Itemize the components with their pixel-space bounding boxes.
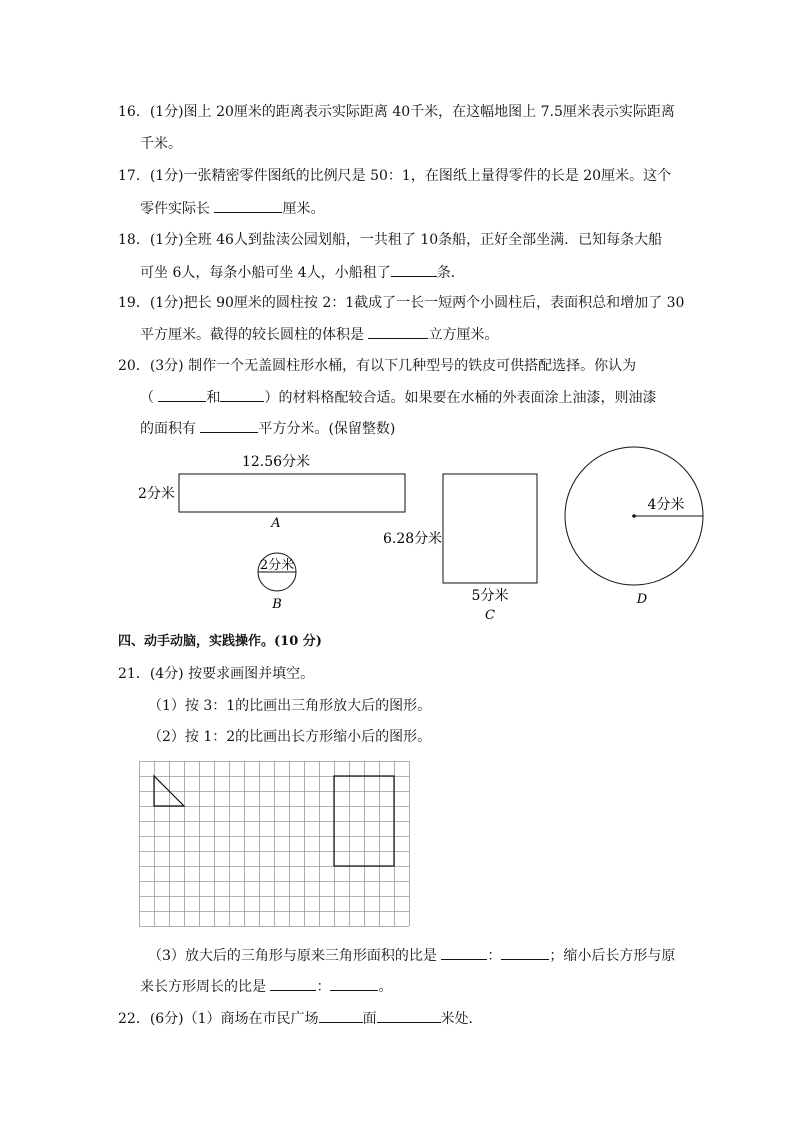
drawing-grid[interactable] — [139, 761, 411, 929]
q21-sub3b-colon: ： — [316, 979, 331, 995]
q16-line1: 16．(1分)图上 20厘米的距离表示实际距离 40千米，在这幅地图上 7.5厘米表示实际距离 — [118, 104, 675, 120]
fig-b-label: 2分米 — [259, 558, 295, 573]
fig-c-name: C — [485, 608, 495, 623]
fig-d-radius-label: 4分米 — [647, 497, 685, 513]
q21-sub3b-post: 。 — [378, 979, 393, 995]
q20-and: 和 — [206, 390, 221, 406]
q22-answer-blank-2[interactable] — [377, 1008, 441, 1023]
q20-text-rest: ）的材料格配较合适。如果要在水桶的外表面涂上油漆，则油漆 — [264, 390, 657, 406]
q17-line1: 17．(1分)一张精密零件图纸的比例尺是 50：1，在图纸上量得零件的长是 20厘米。这个 — [118, 168, 672, 184]
q21-sub3b-pre: 来长方形周长的比是 — [140, 979, 271, 995]
q20-paren-open: （ — [140, 390, 159, 406]
grid-rectangle — [334, 776, 394, 866]
q21-sub3 — [148, 945, 675, 966]
q19-text-pre: 平方厘米。截得的较长圆柱的体积是 — [140, 327, 369, 343]
q21-sub3b — [140, 976, 392, 997]
q21-sub2: （2）按 1：2的比画出长方形缩小后的图形。 — [148, 729, 432, 745]
q19-line1: 19．(1分)把长 90厘米的圆柱按 2：1截成了一长一短两个小圆柱后，表面积总和增加了 30 — [118, 295, 685, 311]
section-4-heading: 四、动手动脑，实践操作。(10 分) — [118, 634, 322, 649]
q18-text-pre: 可坐 6人，每条小船可坐 4人，小船租了 — [140, 265, 391, 281]
fig-b-name: B — [272, 597, 282, 612]
q22-line — [118, 1008, 483, 1029]
q16-line2: 千米。 — [140, 136, 182, 152]
q21-sub3-mid: ；缩小后长方形与原 — [549, 948, 676, 964]
q18-text-post: 条． — [436, 265, 465, 281]
fig-a-top-label: 12.56分米 — [241, 454, 311, 470]
q21-answer-blank-1[interactable] — [441, 945, 487, 960]
q21-title: 21．(4分) 按要求画图并填空。 — [118, 666, 315, 682]
q22-mid: 面 — [362, 1011, 377, 1027]
grid-lines — [139, 761, 410, 927]
q20-text-post: 平方分米。(保留整数) — [258, 421, 396, 437]
fig-a-name: A — [271, 516, 281, 531]
fig-d-name: D — [636, 592, 648, 607]
q18-line1: 18．(1分)全班 46人到盐渎公园划船，一共租了 10条船，正好全部坐满．已知每条大船 — [118, 232, 663, 248]
q17-text-pre: 零件实际长 — [140, 201, 215, 217]
q22-answer-blank-1[interactable] — [319, 1008, 363, 1023]
q20-text-pre: 的面积有 — [140, 421, 201, 437]
q21-answer-blank-2[interactable] — [501, 945, 549, 960]
fig-c-bottom-label: 5分米 — [471, 588, 509, 604]
fig-c-rectangle — [443, 474, 537, 583]
q21-sub1: （1）按 3：1的比画出三角形放大后的图形。 — [148, 698, 432, 714]
q21-sub3-pre: （3）放大后的三角形与原来三角形面积的比是 — [148, 948, 442, 964]
fig-c-side-label: 6.28分米 — [383, 531, 443, 547]
q21-answer-blank-3[interactable] — [270, 976, 316, 991]
q22-pre: 22．(6分)（1）商场在市民广场 — [118, 1011, 319, 1027]
q21-sub3-colon: ： — [487, 948, 502, 964]
fig-a-side-label: 2分米 — [138, 486, 175, 502]
q22-post: 米处． — [440, 1011, 483, 1027]
grid-triangle — [154, 776, 184, 806]
q20-line1: 20．(3分) 制作一个无盖圆柱形水桶，有以下几种型号的铁皮可供搭配选择。你认为 — [118, 358, 637, 374]
q21-answer-blank-4[interactable] — [330, 976, 378, 991]
q17-text-post: 厘米。 — [282, 201, 325, 217]
fig-a-rectangle — [179, 474, 405, 512]
q19-text-post: 立方厘米。 — [428, 327, 499, 343]
